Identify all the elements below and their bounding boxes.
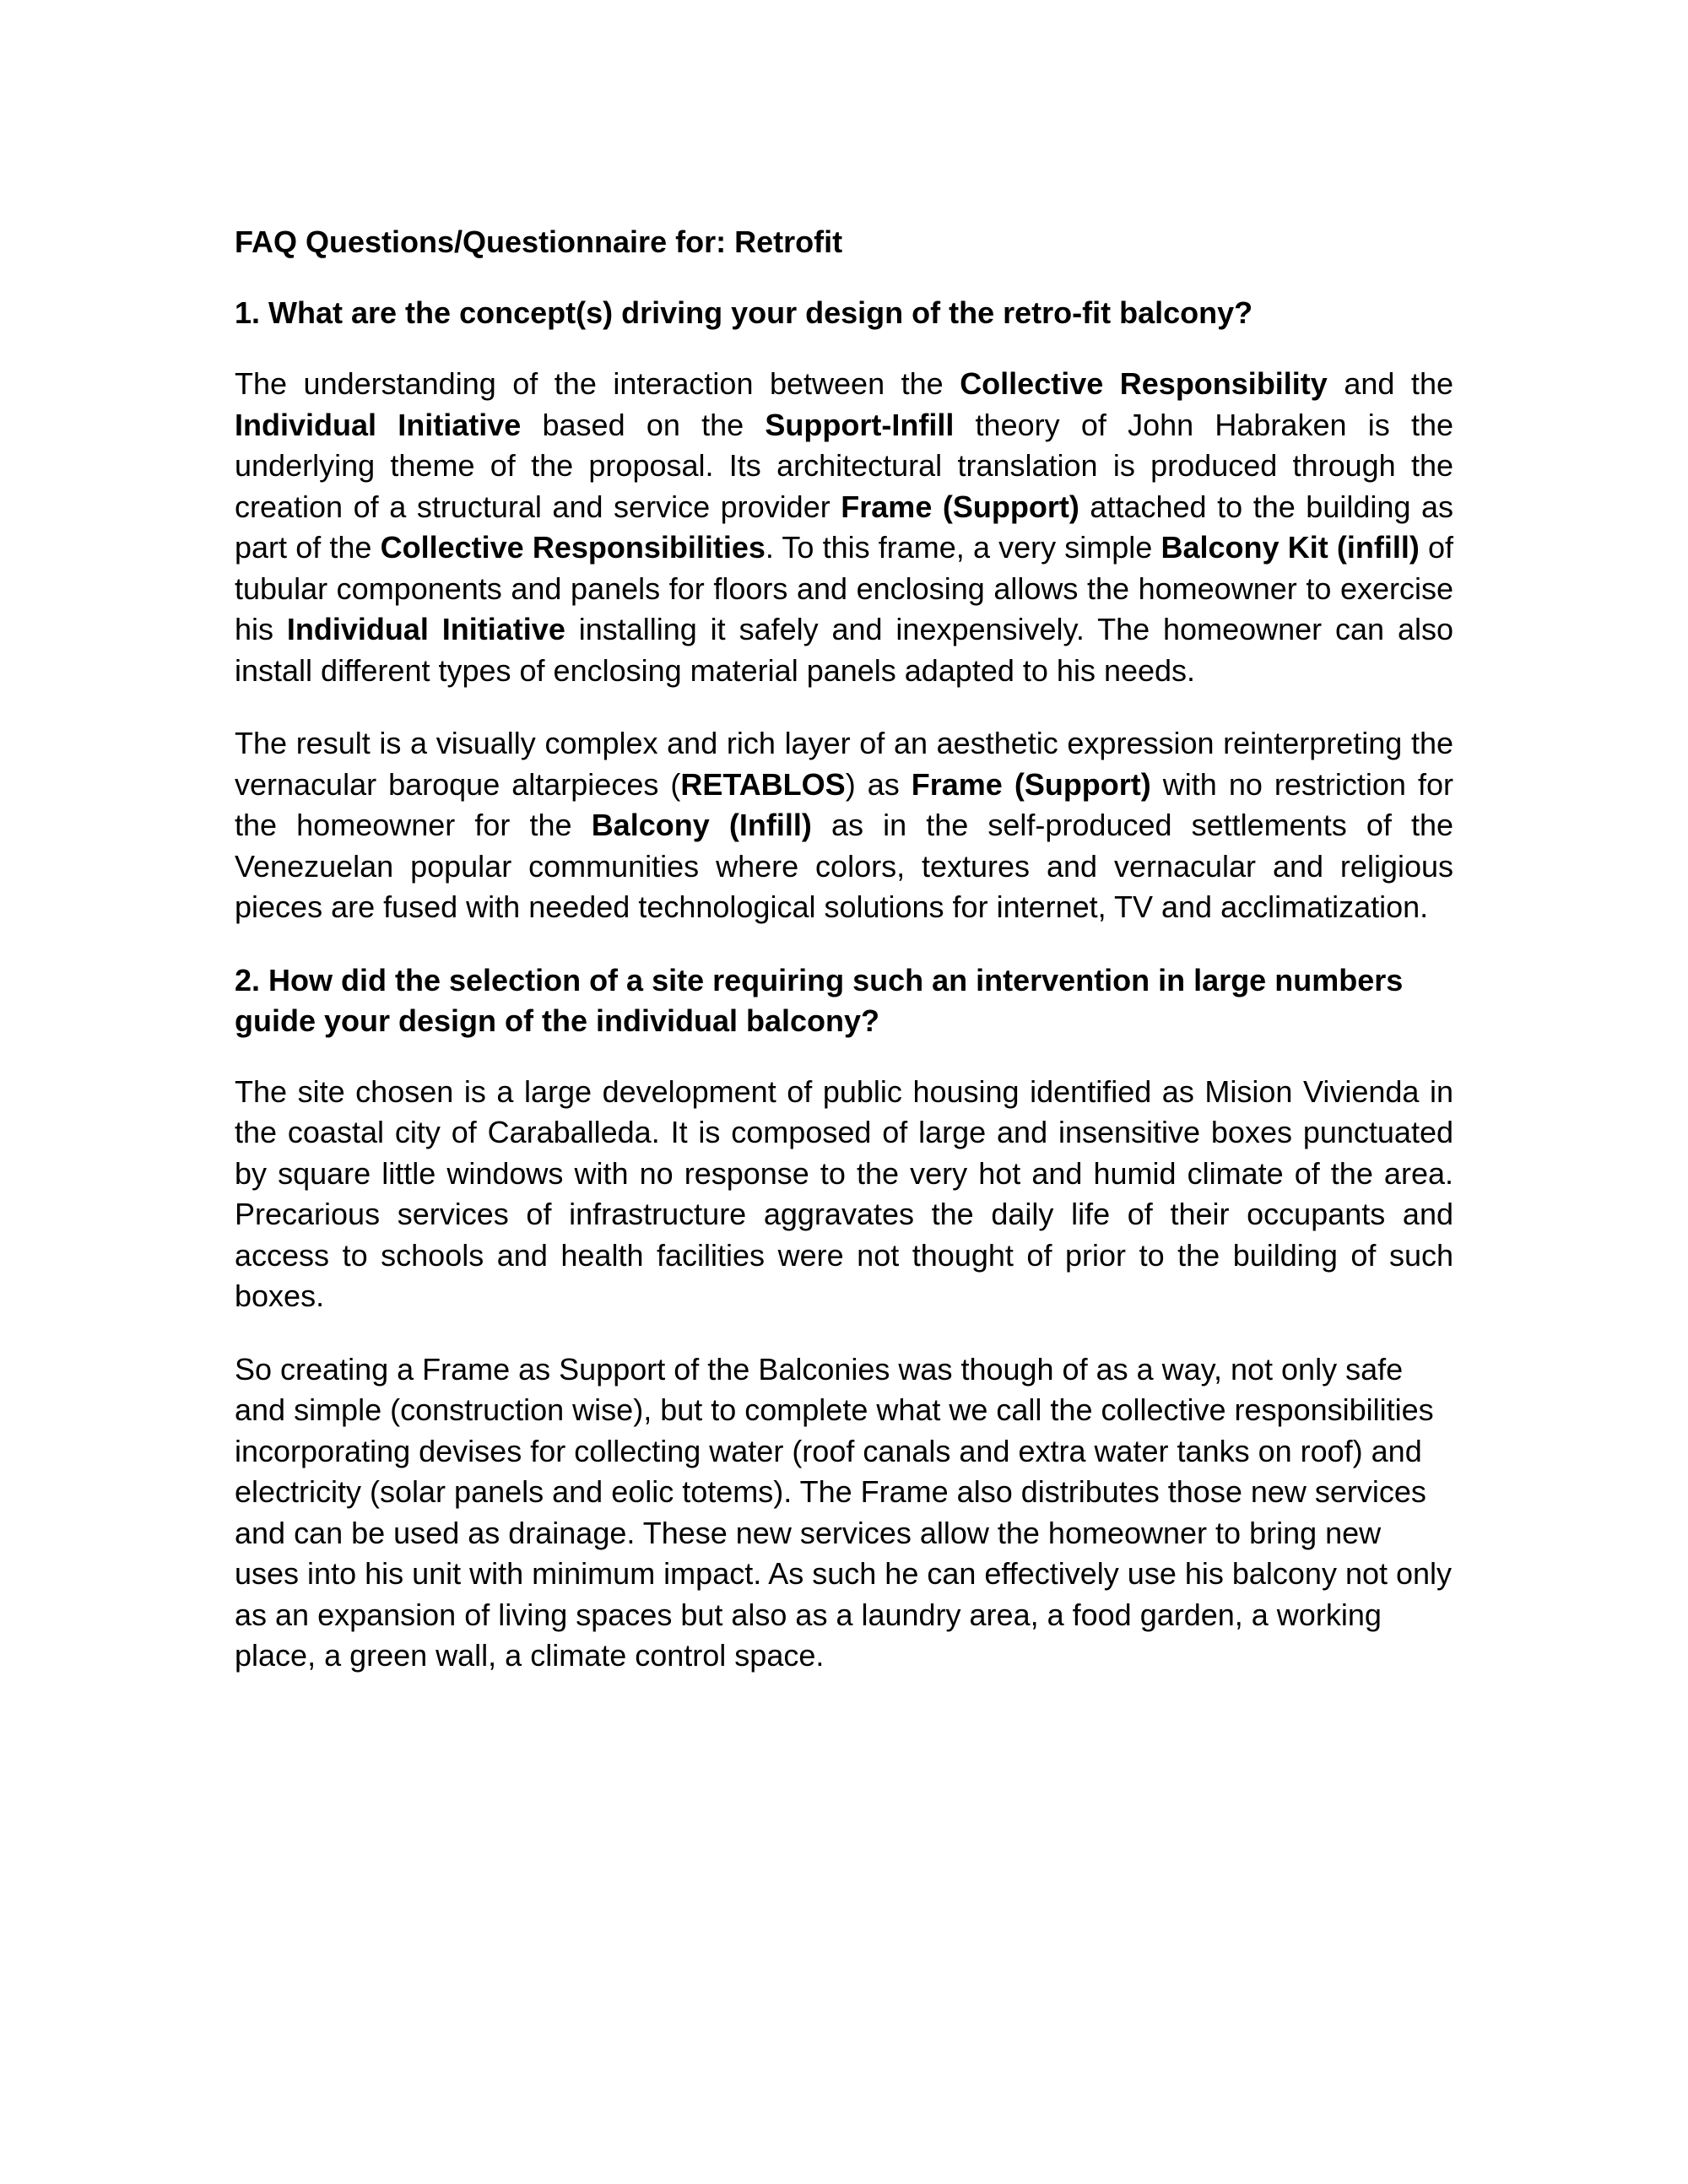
text-run: with no restriction for the homeowner for the	[235, 766, 1453, 842]
text-run: installing it safely and inexpensively. The homeowner can also install different types of enclosing material panels adapted to his needs.	[235, 612, 1453, 688]
bold-term: Frame (Support)	[911, 766, 1151, 802]
question-2: 2. How did the selection of a site requiring such an intervention in large numbers guide your design of the individual balcony?	[235, 962, 1404, 1038]
document-title: FAQ Questions/Questionnaire for: Retrofit	[235, 224, 843, 259]
bold-term: Collective Responsibilities	[380, 530, 766, 565]
text-run: The result is a visually complex and rich layer of an aesthetic expression reinterpreting the vernacular baroque altarpieces (	[235, 726, 1453, 802]
bold-term: Balcony (Infill)	[591, 808, 812, 842]
text-run: theory of John Habraken is the underlying theme of the proposal. Its architectural translation is produced through the creation of a structural and service provider	[235, 407, 1453, 524]
answer-1-paragraph-2	[235, 723, 1453, 928]
text-run: of tubular components and panels for floors and enclosing allows the homeowner to exercise his	[235, 530, 1454, 646]
answer-1-paragraph-1	[235, 364, 1453, 691]
text-run: ) as	[845, 766, 912, 802]
text-run: . To this frame, a very simple	[765, 530, 1161, 565]
text-run: based on the	[521, 407, 766, 442]
bold-term: Balcony Kit (infill)	[1160, 530, 1420, 565]
text-run: attached to the building as part of the	[235, 489, 1453, 565]
document-body	[235, 222, 1453, 1709]
bold-term: Frame (Support)	[841, 489, 1079, 524]
text-run: as in the self-produced settlements of the Venezuelan popular communities where colors, textures and vernacular and religious pieces are fused with needed technological solutions for internet, TV and acclimatization.	[235, 808, 1454, 924]
answer-2-paragraph-2: So creating a Frame as Support of the Balconies was though of as a way, not only safe and simple (construction wise), but to complete what we call the collective responsibilities incorporating devises for collecting water (roof canals and extra water tanks on roof) and electricity (solar panels and eolic totems). The Frame also distributes those new services and can be used as drainage. These new services allow the homeowner to bring new uses into his unit with minimum impact. As such he can effectively use his balcony not only as an expansion of living spaces but also as a laundry area, a food garden, a working place, a green wall, a climate control space.	[235, 1351, 1453, 1673]
bold-term: Support-Infill	[765, 407, 955, 442]
bold-term: Collective Responsibility	[960, 366, 1328, 401]
bold-term: Individual Initiative	[235, 407, 522, 442]
text-run: and the	[1327, 366, 1453, 401]
question-1: 1. What are the concept(s) driving your design of the retro-fit balcony?	[235, 295, 1253, 330]
answer-2-paragraph-1: The site chosen is a large development of public housing identified as Mision Vivienda in the coastal city of Caraballeda. It is composed of large and insensitive boxes punctuated by square little windows with no response to the very hot and humid climate of the area. Precarious services of infrastructure aggravates the daily life of their occupants and access to schools and health facilities were not thought of prior to the building of such boxes.	[235, 1073, 1453, 1313]
text-run: The understanding of the interaction between the	[235, 366, 960, 401]
bold-term: Individual Initiative	[286, 612, 565, 646]
bold-term: RETABLOS	[680, 766, 846, 802]
